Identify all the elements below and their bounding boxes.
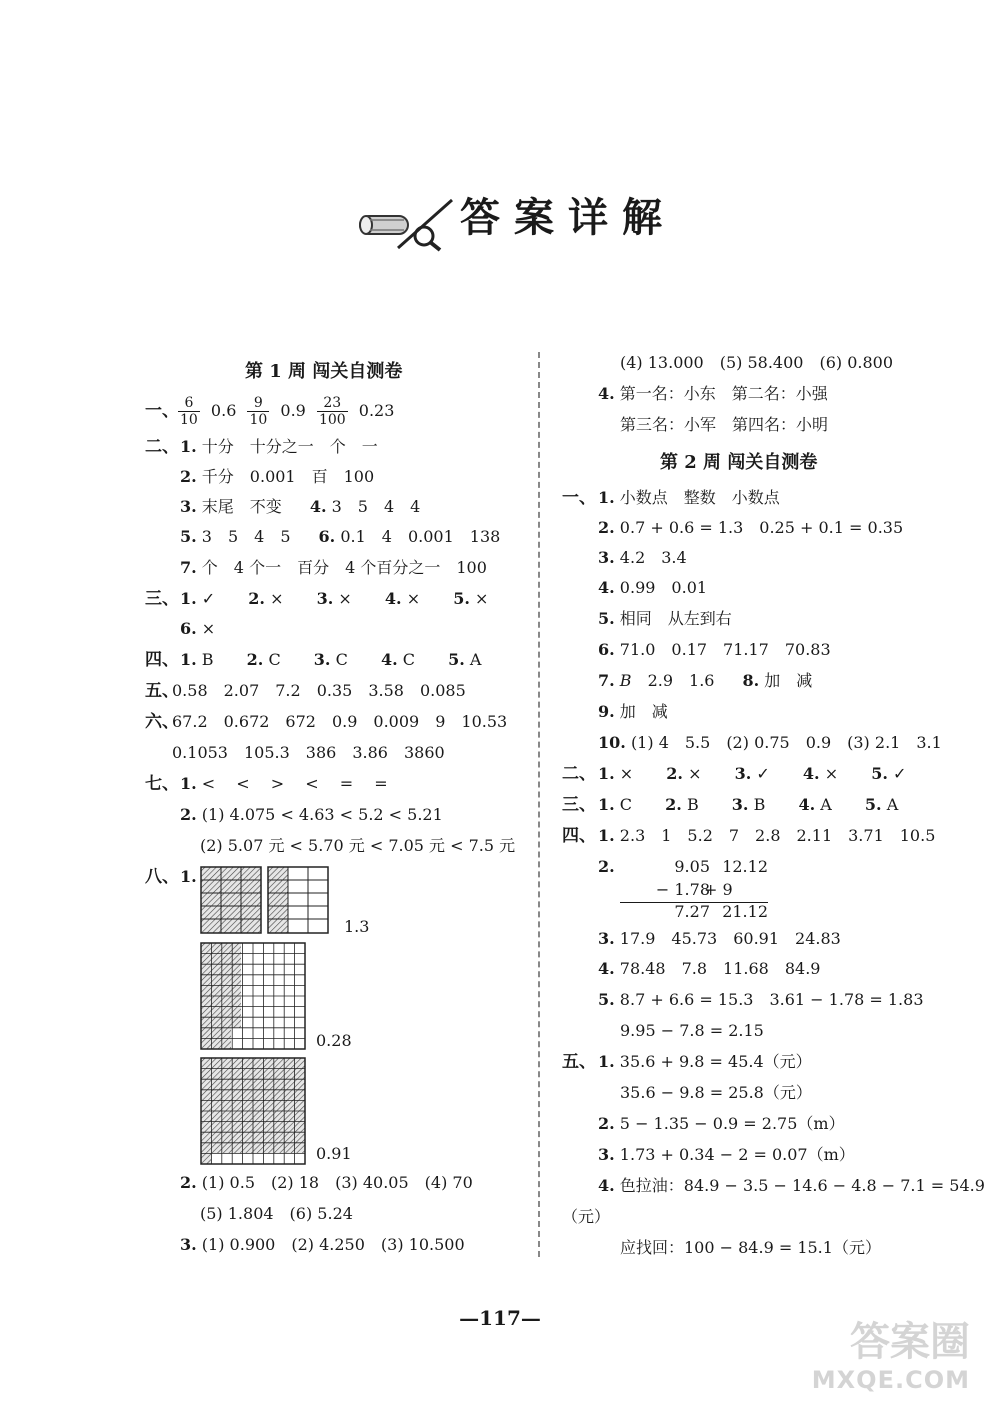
answer-line: 5. 相同 从左到右: [598, 609, 732, 628]
answer-line: (2) 5.07 元 < 5.70 元 < 7.05 元 < 7.5 元: [200, 836, 516, 855]
watermark-text: 答案圈: [850, 1319, 970, 1365]
scroll-magnifier-icon: [358, 196, 458, 252]
answer-line: (5) 1.804 (6) 5.24: [200, 1204, 353, 1223]
answer-line: 2. (1) 0.5 (2) 18 (3) 40.05 (4) 70: [180, 1173, 473, 1192]
answer-line: 6. ×: [180, 619, 216, 638]
section-mark: 五、: [562, 1052, 596, 1072]
s1-answers: $\frac{6}{10}$ 0.6 $\frac{9}{10}$ 0.9 $\frac{23}{100}$ 0.23: [180, 395, 395, 428]
answer-line: 1. ✓ 2. × 3. × 4. × 5. ×: [180, 589, 489, 608]
answer-line: 第三名：小军 第四名：小明: [620, 415, 829, 434]
answer-line: 2. 0.7 + 0.6 = 1.3 0.25 + 0.1 = 0.35: [598, 518, 904, 537]
grid-value: 0.91: [316, 1144, 352, 1163]
answer-line: 1. C 2. B 3. B 4. A 5. A: [598, 795, 899, 814]
fraction: $\frac{23}{100}$: [318, 395, 346, 428]
watermark-logo: [720, 1320, 980, 1400]
answer-line: 3. 1.73 + 0.34 − 2 = 0.07（m）: [598, 1145, 855, 1164]
page-title-block: [300, 192, 700, 252]
decimal-grid-1-3: [200, 866, 332, 934]
answer-line: 2. 千分 0.001 百 100: [180, 467, 375, 486]
answer-line: 0.58 2.07 7.2 0.35 3.58 0.085: [172, 681, 466, 700]
answer-line: 2.: [598, 857, 615, 876]
answer-line: 2. 5 − 1.35 − 0.9 = 2.75（m）: [598, 1114, 845, 1133]
answer-line: 1. < < > < = =: [180, 774, 388, 793]
fraction: $\frac{9}{10}$: [249, 395, 268, 428]
section-mark: 二、: [145, 437, 179, 457]
answer-line: 4. 78.48 7.8 11.68 84.9: [598, 959, 821, 978]
answer-line: （元）: [562, 1207, 611, 1226]
answer-line: 4. 第一名：小东 第二名：小强: [598, 384, 828, 403]
calc-operand: + 9: [704, 880, 733, 899]
answer-line: 2. (1) 4.075 < 4.63 < 5.2 < 5.21: [180, 805, 443, 824]
answer-line: 4. 色拉油：84.9 − 3.5 − 14.6 − 4.8 − 7.1 = 54.9: [598, 1176, 985, 1195]
section-mark: 八、: [145, 867, 179, 887]
grid-value: 0.28: [316, 1031, 352, 1050]
answer-line: 5. 8.7 + 6.6 = 15.3 3.61 − 1.78 = 1.83: [598, 990, 924, 1009]
section-mark: 三、: [562, 795, 596, 815]
answer-line: 10. (1) 4 5.5 (2) 0.75 0.9 (3) 2.1 3.1: [598, 733, 942, 752]
answer-line: 1. 35.6 + 9.8 = 45.4（元）: [598, 1052, 812, 1071]
section-mark: 六、: [145, 712, 179, 732]
answer-line: 3. 4.2 3.4: [598, 548, 687, 567]
answer-line: 3. (1) 0.900 (2) 4.250 (3) 10.500: [180, 1235, 465, 1254]
answer-line: 1. 十分 十分之一 个 一: [180, 437, 378, 456]
answer-line: 1. × 2. × 3. ✓ 4. × 5. ✓: [598, 764, 907, 783]
section-mark: 一、: [145, 401, 179, 421]
grid-value: 1.3: [344, 917, 370, 936]
calc-top: 12.12: [722, 857, 768, 876]
section-mark: 一、: [562, 488, 596, 508]
answer-line: 3. 末尾 不变 4. 3 5 4 4: [180, 497, 421, 516]
answer-line: (4) 13.000 (5) 58.400 (6) 0.800: [620, 353, 894, 372]
section-mark: 四、: [562, 826, 596, 846]
watermark-url: MXQE.COM: [811, 1366, 970, 1394]
answer-line: 9.95 − 7.8 = 2.15: [620, 1021, 764, 1040]
answer-line: 1. 2.3 1 5.2 7 2.8 2.11 3.71 10.5: [598, 826, 936, 845]
calc-top: 9.05: [674, 857, 710, 876]
section-mark: 五、: [145, 681, 179, 701]
answer-line: 应找回：100 − 84.9 = 15.1（元）: [620, 1238, 881, 1257]
answer-line: 1. B 2. C 3. C 4. C 5. A: [180, 650, 482, 669]
section-mark: 二、: [562, 764, 596, 784]
answer-line: 7. 个 4 个一 百分 4 个百分之一 100: [180, 558, 487, 577]
decimal-grid-0-28: [200, 942, 306, 1050]
fraction: $\frac{6}{10}$: [180, 395, 198, 428]
answer-line: 7. B 2.9 1.6 8. 加 减: [598, 671, 813, 690]
answer-line: 1. 小数点 整数 小数点: [598, 488, 780, 507]
answer-line: 5. 3 5 4 5 6. 0.1 4 0.001 138: [180, 527, 501, 546]
answer-line: 35.6 − 9.8 = 25.8（元）: [620, 1083, 812, 1102]
week1-title: 第 1 周 闯关自测卷: [245, 361, 403, 382]
answer-line: 9. 加 减: [598, 702, 668, 721]
answer-line: 6. 71.0 0.17 71.17 70.83: [598, 640, 831, 659]
page-number: —117—: [459, 1306, 541, 1330]
calc-result: 21.12: [722, 902, 768, 921]
week2-title: 第 2 周 闯关自测卷: [660, 452, 818, 473]
calc-result: 7.27: [674, 902, 710, 921]
answer-line: 1.: [180, 867, 197, 886]
answer-line: 67.2 0.672 672 0.9 0.009 9 10.53: [172, 712, 508, 731]
page-title: 答案详解: [460, 194, 676, 241]
decimal-grid-0-91: [200, 1057, 306, 1165]
section-mark: 四、: [145, 650, 179, 670]
section-mark: 三、: [145, 589, 179, 609]
answer-line: 3. 17.9 45.73 60.91 24.83: [598, 929, 841, 948]
calc-operand: − 1.78: [655, 880, 710, 899]
column-divider: [538, 352, 540, 1257]
answer-line: 0.1053 105.3 386 3.86 3860: [172, 743, 445, 762]
section-mark: 七、: [145, 774, 179, 794]
answer-line: 4. 0.99 0.01: [598, 578, 708, 597]
